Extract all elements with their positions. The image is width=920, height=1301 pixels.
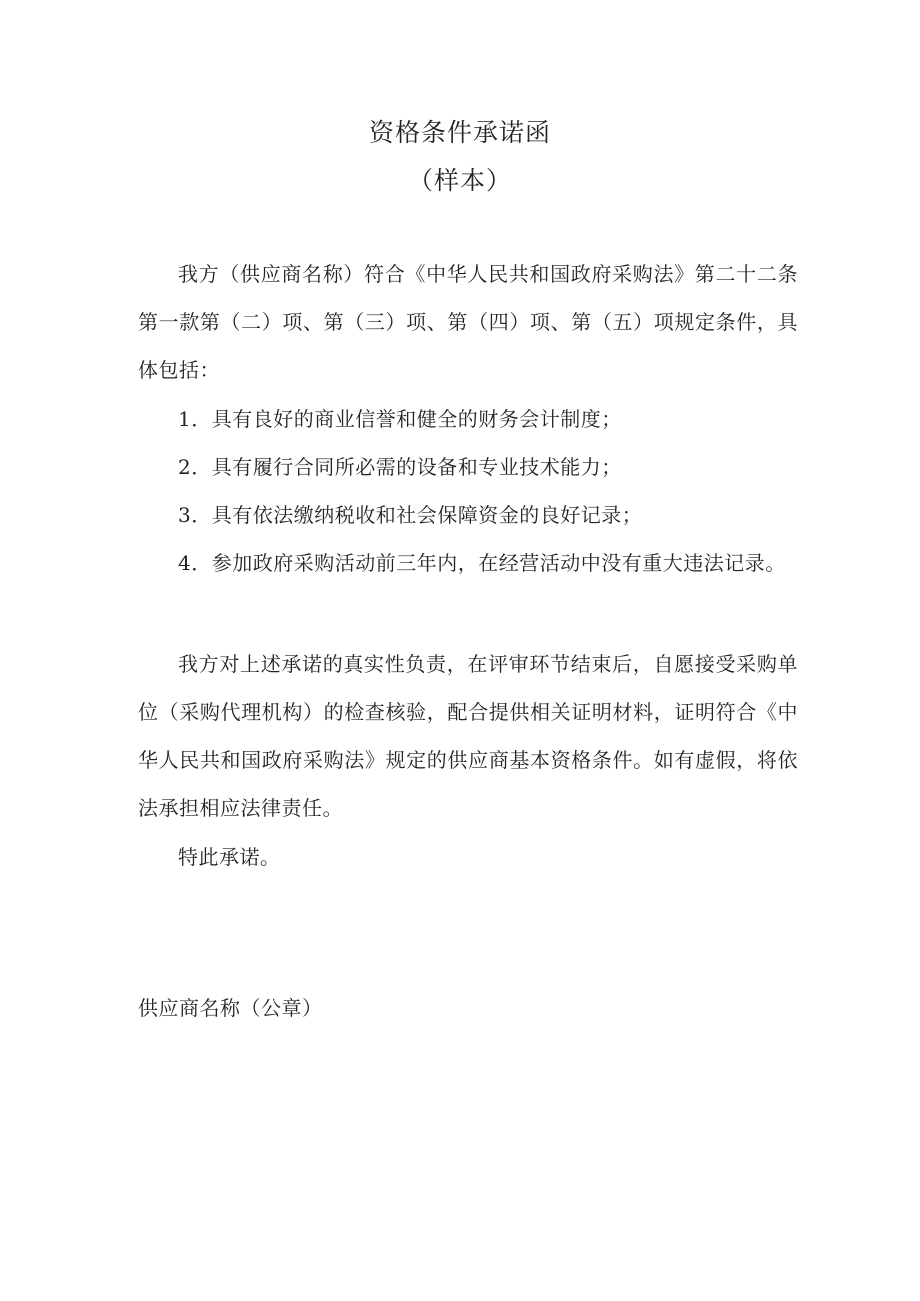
- conditions-list: [138, 395, 798, 587]
- intro-section: [138, 250, 798, 394]
- document-title: 资格条件承诺函: [368, 118, 551, 147]
- closing-paragraph: 我方对上述承诺的真实性负责，在评审环节结束后，自愿接受采购单位（采购代理机构）的检查核验，配合提供相关证明材料，证明符合《中华人民共和国政府采购法》规定的供应商基本资格条件。如有虚假，将依法承担相应法律责任。: [138, 652, 798, 820]
- document-subtitle: （样本）: [407, 166, 512, 195]
- intro-paragraph: 我方（供应商名称）符合《中华人民共和国政府采购法》第二十二条第一款第（二）项、第（三）项、第（四）项、第（五）项规定条件，具体包括：: [138, 262, 798, 382]
- list-item: 3．具有依法缴纳税收和社会保障资金的良好记录；: [178, 503, 643, 527]
- list-item: 4．参加政府采购活动前三年内，在经营活动中没有重大违法记录。: [178, 551, 786, 575]
- list-item: 2．具有履行合同所必需的设备和专业技术能力；: [178, 455, 622, 479]
- thanks-line: 特此承诺。: [178, 845, 281, 869]
- signature-label: 供应商名称（公章）: [138, 996, 323, 1020]
- thanks-section: [138, 833, 798, 881]
- closing-section: [138, 640, 798, 832]
- list-item: 1．具有良好的商业信誉和健全的财务会计制度；: [178, 407, 622, 431]
